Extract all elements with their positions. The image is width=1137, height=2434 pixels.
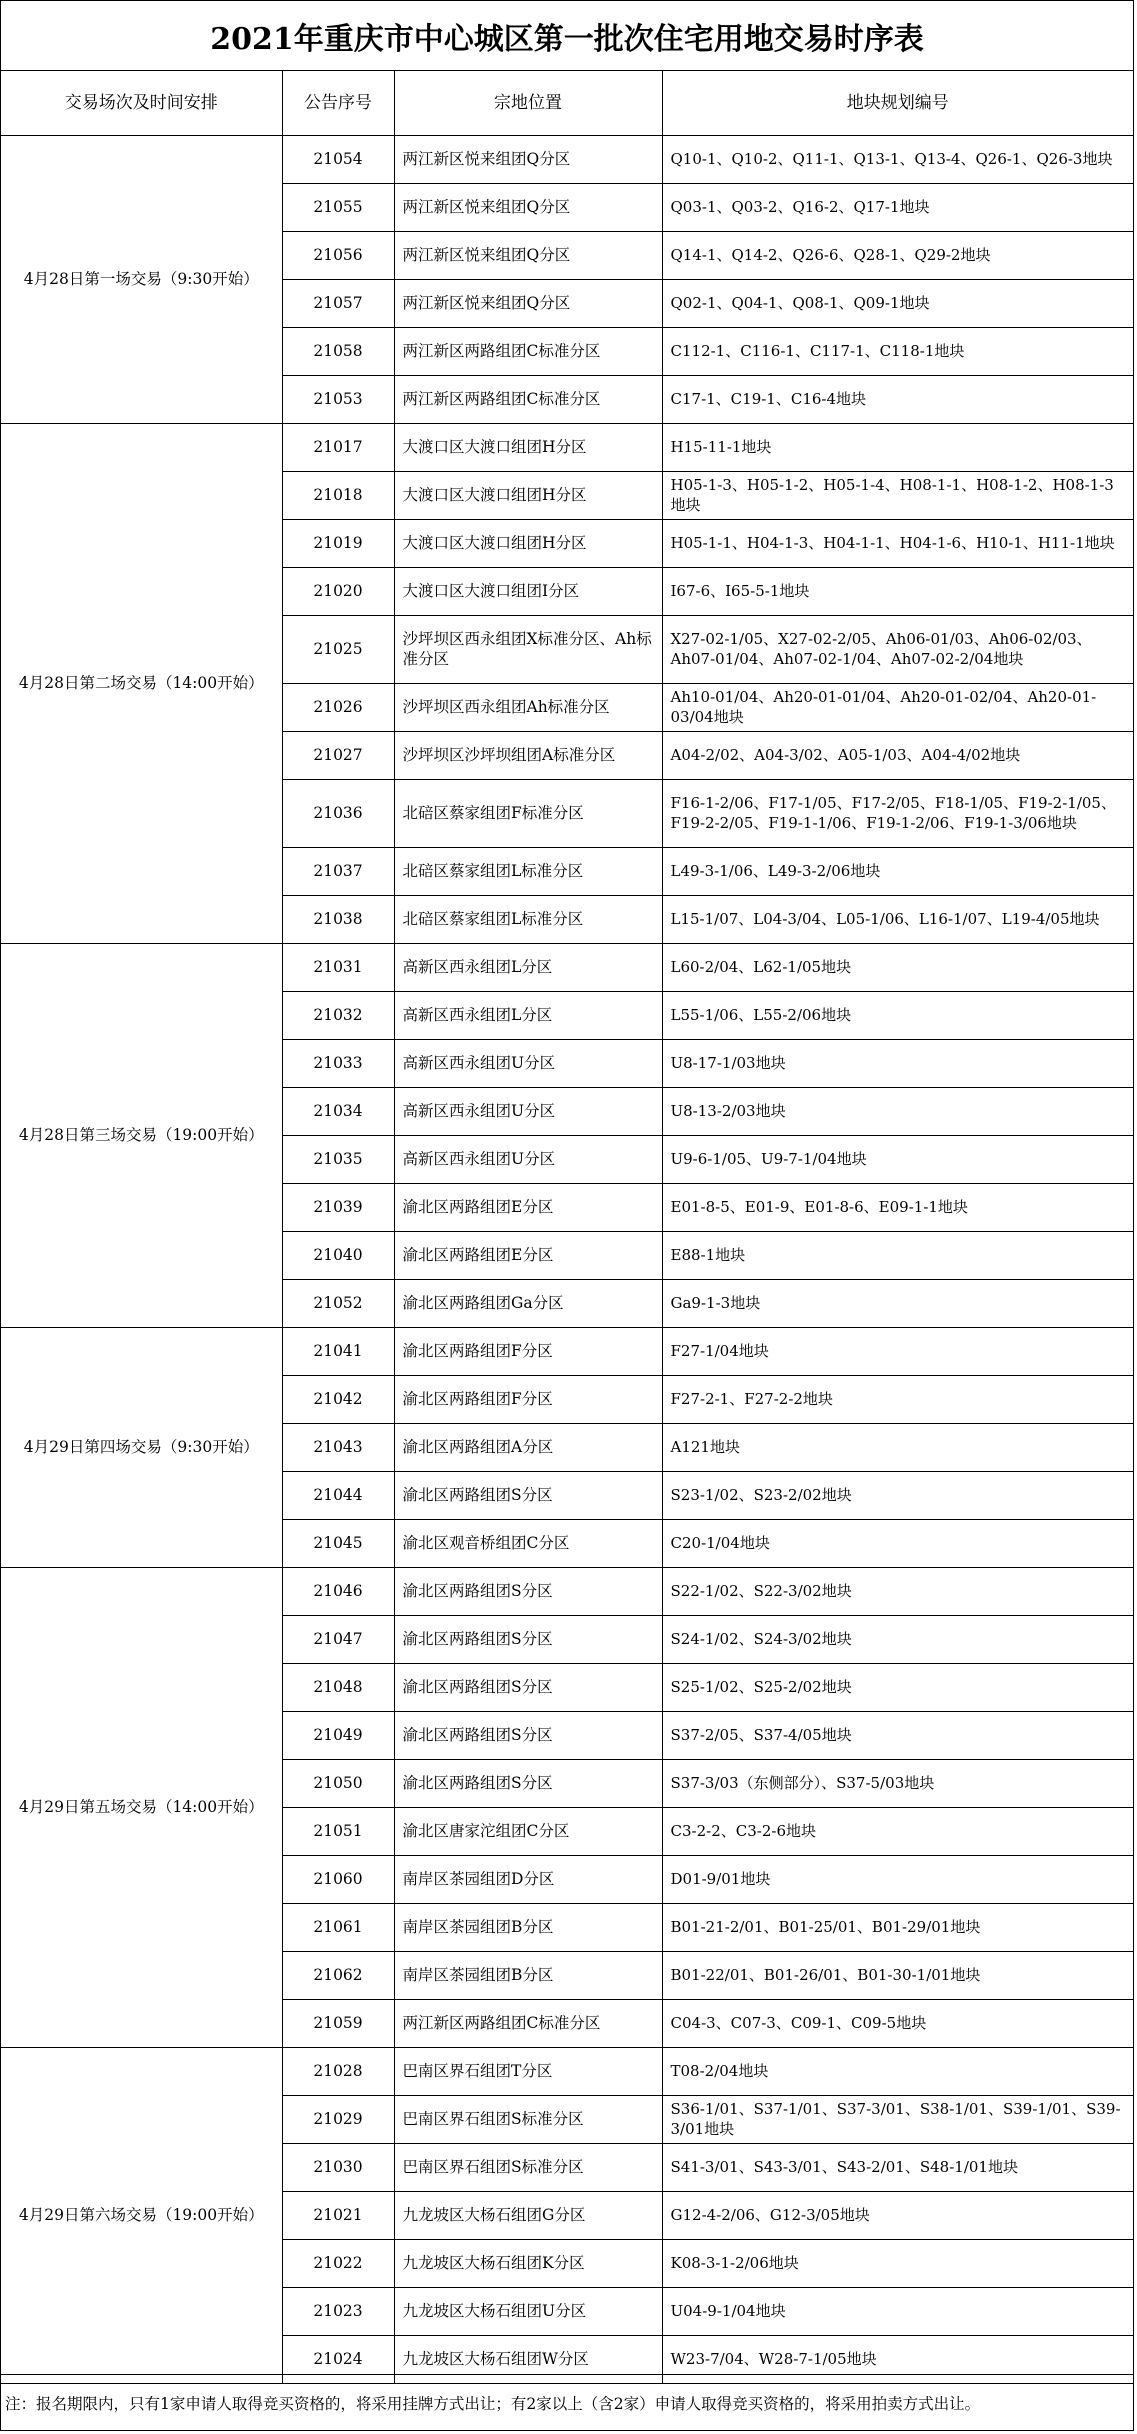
parcel-location-cell: 高新区西永组团L分区 [394,943,662,991]
parcel-location-cell: 高新区西永组团U分区 [394,1087,662,1135]
session-cell: 4月29日第六场交易（19:00开始） [1,2047,282,2383]
notice-number-cell: 21043 [282,1423,394,1471]
table-row [1,943,1133,991]
parcel-location-cell: 渝北区两路组团Ga分区 [394,1279,662,1327]
plot-code-cell: U9-6-1/05、U9-7-1/04地块 [662,1135,1133,1183]
notice-number-cell: 21042 [282,1375,394,1423]
notice-number-cell: 21061 [282,1903,394,1951]
notice-number-cell: 21040 [282,1231,394,1279]
session-cell: 4月28日第三场交易（19:00开始） [1,943,282,1327]
parcel-location-cell: 高新区西永组团L分区 [394,991,662,1039]
notice-number-cell: 21023 [282,2287,394,2335]
plot-code-cell: F16-1-2/06、F17-1/05、F17-2/05、F18-1/05、F19-2-1/05、F19-2-2/05、F19-1-1/06、F19-1-2/06、F19-1-3/06地块 [662,779,1133,847]
notice-number-cell: 21037 [282,847,394,895]
plot-code-cell: S41-3/01、S43-3/01、S43-2/01、S48-1/01地块 [662,2143,1133,2191]
plot-code-cell: L49-3-1/06、L49-3-2/06地块 [662,847,1133,895]
plot-code-cell: Q14-1、Q14-2、Q26-6、Q28-1、Q29-2地块 [662,231,1133,279]
table-row [1,1567,1133,1615]
table-row [1,423,1133,471]
parcel-location-cell: 渝北区唐家沱组团C分区 [394,1807,662,1855]
plot-code-cell: G12-4-2/06、G12-3/05地块 [662,2191,1133,2239]
footnote: 注：报名期限内，只有1家申请人取得竞买资格的，将采用挂牌方式出让；有2家以上（含2家）申请人取得竞买资格的，将采用拍卖方式出让。 [1,2374,1133,2430]
notice-number-cell: 21030 [282,2143,394,2191]
plot-code-cell: B01-21-2/01、B01-25/01、B01-29/01地块 [662,1903,1133,1951]
notice-number-cell: 21017 [282,423,394,471]
session-cell: 4月29日第四场交易（9:30开始） [1,1327,282,1567]
parcel-location-cell: 渝北区两路组团A分区 [394,1423,662,1471]
notice-number-cell: 21054 [282,135,394,183]
parcel-location-cell: 南岸区茶园组团D分区 [394,1855,662,1903]
page-title: 2021年重庆市中心城区第一批次住宅用地交易时序表 [1,1,1133,71]
session-cell: 4月28日第一场交易（9:30开始） [1,135,282,423]
parcel-location-cell: 巴南区界石组团T分区 [394,2047,662,2095]
parcel-location-cell: 两江新区两路组团C标准分区 [394,1999,662,2047]
parcel-location-cell: 两江新区悦来组团Q分区 [394,183,662,231]
parcel-location-cell: 两江新区两路组团C标准分区 [394,327,662,375]
notice-number-cell: 21036 [282,779,394,847]
parcel-location-cell: 九龙坡区大杨石组团U分区 [394,2287,662,2335]
notice-number-cell: 21053 [282,375,394,423]
notice-number-cell: 21026 [282,683,394,731]
plot-code-cell: U8-13-2/03地块 [662,1087,1133,1135]
header-session: 交易场次及时间安排 [1,71,282,135]
notice-number-cell: 21031 [282,943,394,991]
plot-code-cell: F27-2-1、F27-2-2地块 [662,1375,1133,1423]
notice-number-cell: 21020 [282,567,394,615]
plot-code-cell: L60-2/04、L62-1/05地块 [662,943,1133,991]
notice-number-cell: 21035 [282,1135,394,1183]
plot-code-cell: S22-1/02、S22-3/02地块 [662,1567,1133,1615]
plot-code-cell: I67-6、I65-5-1地块 [662,567,1133,615]
parcel-location-cell: 南岸区茶园组团B分区 [394,1951,662,1999]
notice-number-cell: 21049 [282,1711,394,1759]
plot-code-cell: S24-1/02、S24-3/02地块 [662,1615,1133,1663]
notice-number-cell: 21032 [282,991,394,1039]
parcel-location-cell: 北碚区蔡家组团L标准分区 [394,847,662,895]
parcel-location-cell: 渝北区两路组团S分区 [394,1711,662,1759]
header-parcel-location: 宗地位置 [394,71,662,135]
land-trading-schedule-table [1,71,1133,2384]
table-row [1,135,1133,183]
notice-number-cell: 21059 [282,1999,394,2047]
parcel-location-cell: 渝北区两路组团S分区 [394,1759,662,1807]
plot-code-cell: C3-2-2、C3-2-6地块 [662,1807,1133,1855]
parcel-location-cell: 沙坪坝区西永组团X标准分区、Ah标准分区 [394,615,662,683]
plot-code-cell: H05-1-3、H05-1-2、H05-1-4、H08-1-1、H08-1-2、H08-1-3地块 [662,471,1133,519]
plot-code-cell: S37-3/03（东侧部分）、S37-5/03地块 [662,1759,1133,1807]
parcel-location-cell: 两江新区两路组团C标准分区 [394,375,662,423]
plot-code-cell: S36-1/01、S37-1/01、S37-3/01、S38-1/01、S39-1/01、S39-3/01地块 [662,2095,1133,2143]
session-cell: 4月28日第二场交易（14:00开始） [1,423,282,943]
plot-code-cell: L15-1/07、L04-3/04、L05-1/06、L16-1/07、L19-4/05地块 [662,895,1133,943]
notice-number-cell: 21024 [282,2335,394,2383]
notice-number-cell: 21029 [282,2095,394,2143]
header-notice-number: 公告序号 [282,71,394,135]
parcel-location-cell: 大渡口区大渡口组团H分区 [394,423,662,471]
notice-number-cell: 21047 [282,1615,394,1663]
notice-number-cell: 21060 [282,1855,394,1903]
parcel-location-cell: 渝北区两路组团S分区 [394,1471,662,1519]
plot-code-cell: U04-9-1/04地块 [662,2287,1133,2335]
parcel-location-cell: 大渡口区大渡口组团I分区 [394,567,662,615]
notice-number-cell: 21057 [282,279,394,327]
parcel-location-cell: 渝北区两路组团F分区 [394,1327,662,1375]
parcel-location-cell: 北碚区蔡家组团L标准分区 [394,895,662,943]
notice-number-cell: 21045 [282,1519,394,1567]
parcel-location-cell: 两江新区悦来组团Q分区 [394,135,662,183]
table-row [1,1327,1133,1375]
parcel-location-cell: 渝北区两路组团F分区 [394,1375,662,1423]
session-cell: 4月29日第五场交易（14:00开始） [1,1567,282,2047]
table-row [1,2047,1133,2095]
notice-number-cell: 21038 [282,895,394,943]
plot-code-cell: X27-02-1/05、X27-02-2/05、Ah06-01/03、Ah06-02/03、Ah07-01/04、Ah07-02-1/04、Ah07-02-2/04地块 [662,615,1133,683]
notice-number-cell: 21051 [282,1807,394,1855]
parcel-location-cell: 高新区西永组团U分区 [394,1135,662,1183]
parcel-location-cell: 北碚区蔡家组团F标准分区 [394,779,662,847]
plot-code-cell: C04-3、C07-3、C09-1、C09-5地块 [662,1999,1133,2047]
notice-number-cell: 21058 [282,327,394,375]
parcel-location-cell: 渝北区两路组团E分区 [394,1231,662,1279]
parcel-location-cell: 渝北区两路组团S分区 [394,1615,662,1663]
plot-code-cell: Ga9-1-3地块 [662,1279,1133,1327]
notice-number-cell: 21019 [282,519,394,567]
parcel-location-cell: 巴南区界石组团S标准分区 [394,2095,662,2143]
parcel-location-cell: 高新区西永组团U分区 [394,1039,662,1087]
parcel-location-cell: 两江新区悦来组团Q分区 [394,279,662,327]
notice-number-cell: 21046 [282,1567,394,1615]
plot-code-cell: B01-22/01、B01-26/01、B01-30-1/01地块 [662,1951,1133,1999]
plot-code-cell: H05-1-1、H04-1-3、H04-1-1、H04-1-6、H10-1、H11-1地块 [662,519,1133,567]
notice-number-cell: 21028 [282,2047,394,2095]
notice-number-cell: 21027 [282,731,394,779]
notice-number-cell: 21044 [282,1471,394,1519]
plot-code-cell: T08-2/04地块 [662,2047,1133,2095]
plot-code-cell: K08-3-1-2/06地块 [662,2239,1133,2287]
plot-code-cell: A121地块 [662,1423,1133,1471]
parcel-location-cell: 南岸区茶园组团B分区 [394,1903,662,1951]
parcel-location-cell: 渝北区两路组团E分区 [394,1183,662,1231]
plot-code-cell: F27-1/04地块 [662,1327,1133,1375]
notice-number-cell: 21033 [282,1039,394,1087]
notice-number-cell: 21021 [282,2191,394,2239]
plot-code-cell: U8-17-1/03地块 [662,1039,1133,1087]
parcel-location-cell: 大渡口区大渡口组团H分区 [394,471,662,519]
plot-code-cell: C17-1、C19-1、C16-4地块 [662,375,1133,423]
plot-code-cell: W23-7/04、W28-7-1/05地块 [662,2335,1133,2383]
notice-number-cell: 21052 [282,1279,394,1327]
notice-number-cell: 21022 [282,2239,394,2287]
plot-code-cell: A04-2/02、A04-3/02、A05-1/03、A04-4/02地块 [662,731,1133,779]
parcel-location-cell: 沙坪坝区西永组团Ah标准分区 [394,683,662,731]
parcel-location-cell: 沙坪坝区沙坪坝组团A标准分区 [394,731,662,779]
parcel-location-cell: 九龙坡区大杨石组团G分区 [394,2191,662,2239]
notice-number-cell: 21050 [282,1759,394,1807]
plot-code-cell: C112-1、C116-1、C117-1、C118-1地块 [662,327,1133,375]
plot-code-cell: H15-11-1地块 [662,423,1133,471]
notice-number-cell: 21062 [282,1951,394,1999]
notice-number-cell: 21018 [282,471,394,519]
header-plot-code: 地块规划编号 [662,71,1133,135]
plot-code-cell: E88-1地块 [662,1231,1133,1279]
parcel-location-cell: 渝北区两路组团S分区 [394,1663,662,1711]
plot-code-cell: E01-8-5、E01-9、E01-8-6、E09-1-1地块 [662,1183,1133,1231]
parcel-location-cell: 巴南区界石组团S标准分区 [394,2143,662,2191]
plot-code-cell: D01-9/01地块 [662,1855,1133,1903]
plot-code-cell: Q02-1、Q04-1、Q08-1、Q09-1地块 [662,279,1133,327]
parcel-location-cell: 渝北区两路组团S分区 [394,1567,662,1615]
parcel-location-cell: 两江新区悦来组团Q分区 [394,231,662,279]
plot-code-cell: S23-1/02、S23-2/02地块 [662,1471,1133,1519]
plot-code-cell: Ah10-01/04、Ah20-01-01/04、Ah20-01-02/04、Ah20-01-03/04地块 [662,683,1133,731]
plot-code-cell: L55-1/06、L55-2/06地块 [662,991,1133,1039]
notice-number-cell: 21041 [282,1327,394,1375]
plot-code-cell: Q10-1、Q10-2、Q11-1、Q13-1、Q13-4、Q26-1、Q26-3地块 [662,135,1133,183]
parcel-location-cell: 九龙坡区大杨石组团W分区 [394,2335,662,2383]
plot-code-cell: S37-2/05、S37-4/05地块 [662,1711,1133,1759]
notice-number-cell: 21048 [282,1663,394,1711]
table-header-row [1,71,1133,135]
notice-number-cell: 21025 [282,615,394,683]
plot-code-cell: C20-1/04地块 [662,1519,1133,1567]
parcel-location-cell: 大渡口区大渡口组团H分区 [394,519,662,567]
plot-code-cell: S25-1/02、S25-2/02地块 [662,1663,1133,1711]
notice-number-cell: 21039 [282,1183,394,1231]
notice-number-cell: 21056 [282,231,394,279]
parcel-location-cell: 九龙坡区大杨石组团K分区 [394,2239,662,2287]
notice-number-cell: 21055 [282,183,394,231]
notice-number-cell: 21034 [282,1087,394,1135]
parcel-location-cell: 渝北区观音桥组团C分区 [394,1519,662,1567]
plot-code-cell: Q03-1、Q03-2、Q16-2、Q17-1地块 [662,183,1133,231]
